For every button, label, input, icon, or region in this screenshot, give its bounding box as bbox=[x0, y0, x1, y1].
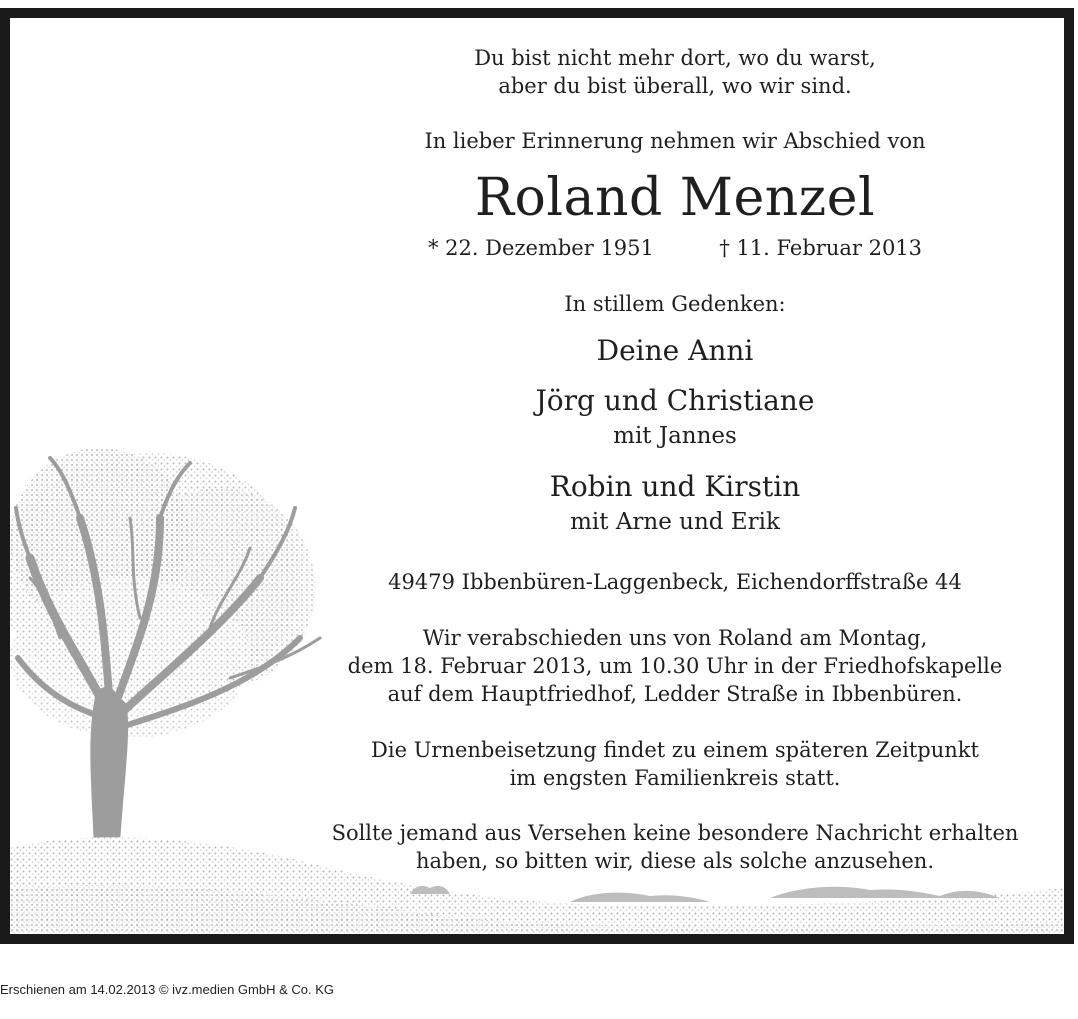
mourner-anni: Deine Anni bbox=[596, 334, 754, 367]
mourner-joerg-christiane-sub: mit Jannes bbox=[613, 423, 737, 449]
birth-date: * 22. Dezember 1951 bbox=[427, 236, 654, 260]
obituary-frame bbox=[0, 8, 1074, 944]
memory-heading: In stillem Gedenken: bbox=[564, 292, 786, 316]
mourner-joerg-christiane: Jörg und Christiane bbox=[535, 384, 815, 417]
publication-credit: Erschienen am 14.02.2013 © ivz.medien GmbH & Co. KG bbox=[0, 982, 335, 997]
death-date: † 11. Februar 2013 bbox=[719, 236, 923, 260]
life-dates bbox=[264, 236, 1074, 260]
service-line-3: auf dem Hauptfriedhof, Ledder Straße in Ibbenbüren. bbox=[387, 682, 963, 706]
urn-line-1: Die Urnenbeisetzung findet zu einem späteren Zeitpunkt bbox=[371, 738, 979, 762]
poem-line-2: aber du bist überall, wo wir sind. bbox=[498, 74, 852, 98]
poem-line-1: Du bist nicht mehr dort, wo du warst, bbox=[474, 46, 876, 70]
deceased-name: Roland Menzel bbox=[474, 168, 876, 228]
urn-line-2: im engsten Familienkreis statt. bbox=[509, 766, 841, 790]
intro-text: In lieber Erinnerung nehmen wir Abschied von bbox=[424, 129, 926, 153]
service-line-2: dem 18. Februar 2013, um 10.30 Uhr in der Friedhofskapelle bbox=[347, 654, 1003, 678]
note-line-1: Sollte jemand aus Versehen keine besondere Nachricht erhalten bbox=[331, 821, 1019, 845]
mourner-robin-kirstin-sub: mit Arne und Erik bbox=[570, 509, 780, 535]
service-line-1: Wir verabschieden uns von Roland am Montag, bbox=[422, 626, 928, 650]
mourner-robin-kirstin: Robin und Kirstin bbox=[549, 470, 801, 503]
address: 49479 Ibbenbüren-Laggenbeck, Eichendorffstraße 44 bbox=[388, 570, 962, 594]
note-line-2: haben, so bitten wir, diese als solche anzusehen. bbox=[416, 849, 934, 873]
